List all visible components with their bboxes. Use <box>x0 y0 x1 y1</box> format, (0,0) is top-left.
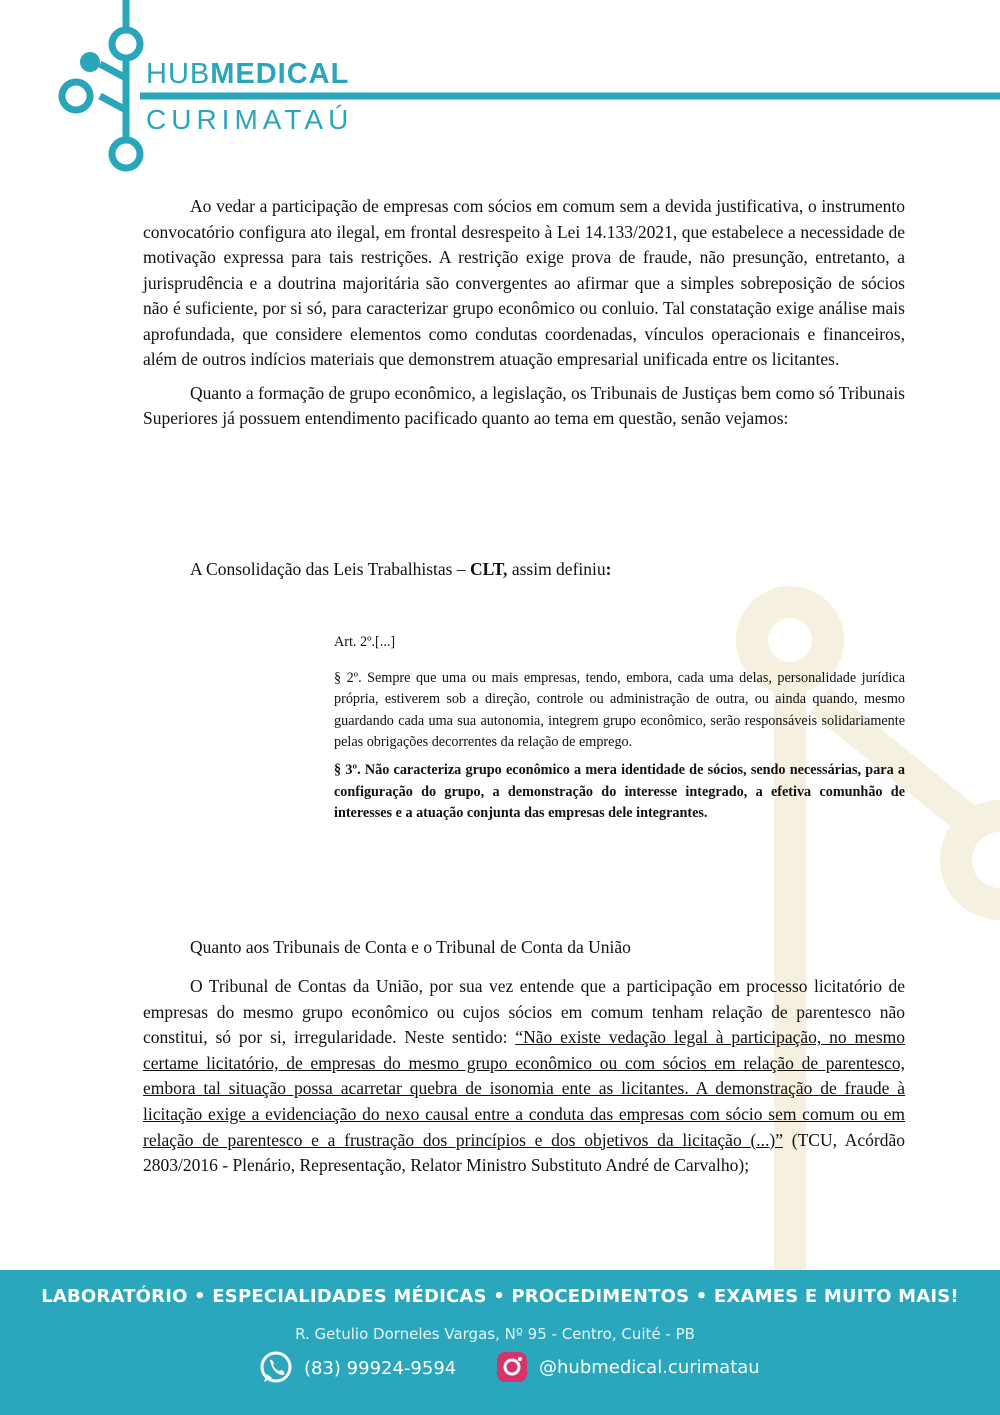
footer-instagram <box>495 1350 760 1384</box>
document-body <box>143 194 905 432</box>
tcu-quote: “Não existe vedação legal à participação, no mesmo certame licitatório, de empresas do mesmo grupo econômico ou com sócios em relação de parentesco, embora tal situação possa acarretar quebra de isonomia ente as licitantes. A demonstração de fraude à licitação exige a evidenciação do nexo causal entre a conduta das empresas com sócio sem comum ou em relação de parentesco e a frustração dos princípios e dos objetivos da licitação (...)” <box>143 1027 905 1150</box>
clt-intro: A Consolidação das Leis Trabalhistas – CLT, assim definiu: <box>190 559 612 579</box>
tcu-paragraph <box>143 974 905 1179</box>
citation-article: Art. 2º.[...] <box>334 634 396 650</box>
whatsapp-icon <box>258 1350 294 1386</box>
footer-phone <box>258 1350 456 1386</box>
tcu-intro: O Tribunal de Contas da União, por sua vez entende que a participação em processo licitatório de empresas do mesmo grupo econômico ou cujos sócios em comum tenham relação de parentesco não constitui, só por si, irregularidade. Neste sentido: <box>143 976 905 1048</box>
phone-number: (83) 99924-9594 <box>304 1357 457 1379</box>
footer-banner <box>0 1270 1000 1415</box>
brand-name: HUBMEDICAL <box>146 58 350 90</box>
paragraph-2: Quanto a formação de grupo econômico, a legislação, os Tribunais de Justiças bem como só Tribunais Superiores já possuem entendimento pacificado quanto ao tema em questão, senão vejamos: <box>143 382 905 428</box>
footer-slogan: LABORATÓRIO • ESPECIALIDADES MÉDICAS • PROCEDIMENTOS • EXAMES E MUITO MAIS! <box>41 1286 959 1307</box>
citation-paragraph-2: § 2º. Sempre que uma ou mais empresas, tendo, embora, cada uma delas, personalidade jurídica própria, estiverem sob a direção, controle ou administração de outra, ou ainda quando, mesmo guardando cada uma sua autonomia, integrem grupo econômico, serão responsáveis solidariamente pelas obrigações decorrentes da relação de emprego. <box>334 669 905 751</box>
instagram-handle: @hubmedical.curimatau <box>539 1356 760 1378</box>
tribunais-heading: Quanto aos Tribunais de Conta e o Tribunal de Conta da União <box>190 937 631 957</box>
brand-location: CURIMATAÚ <box>146 104 354 135</box>
paragraph-1: Ao vedar a participação de empresas com sócios em comum sem a devida justificativa, o instrumento convocatório configura ato ilegal, em frontal desrespeito à Lei 14.133/2021, que estabelece a necessidade de motivação expressa para tais restrições. A restrição exige prova de fraude, não presunção, entretanto, a jurisprudência e a doutrina majoritária são convergentes ao afirmar que a simples sobreposição de sócios não é suficiente, por si só, para caracterizar grupo econômico ou conluio. Tal constatação exige análise mais aprofundada, que considere elementos como condutas coordenadas, vínculos operacionais e financeiros, além de outros indícios materiais que demonstrem atuação empresarial unificada entre os licitantes. <box>143 196 905 369</box>
footer-address: R. Getulio Dorneles Vargas, Nº 95 - Centro, Cuité - PB <box>295 1325 695 1343</box>
tcu-reference: (TCU, Acórdão 2803/2016 - Plenário, Representação, Relator Ministro Substituto André de Carvalho); <box>143 1129 905 1176</box>
instagram-icon <box>495 1350 529 1384</box>
citation-paragraph-3: § 3º. Não caracteriza grupo econômico a mera identidade de sócios, sendo necessárias, para a configuração do grupo, a demonstração do interesse integrado, a efetiva comunhão de interesses e a atuação conjunta das empresas dele integrantes. <box>334 761 905 822</box>
clt-citation <box>334 632 905 831</box>
